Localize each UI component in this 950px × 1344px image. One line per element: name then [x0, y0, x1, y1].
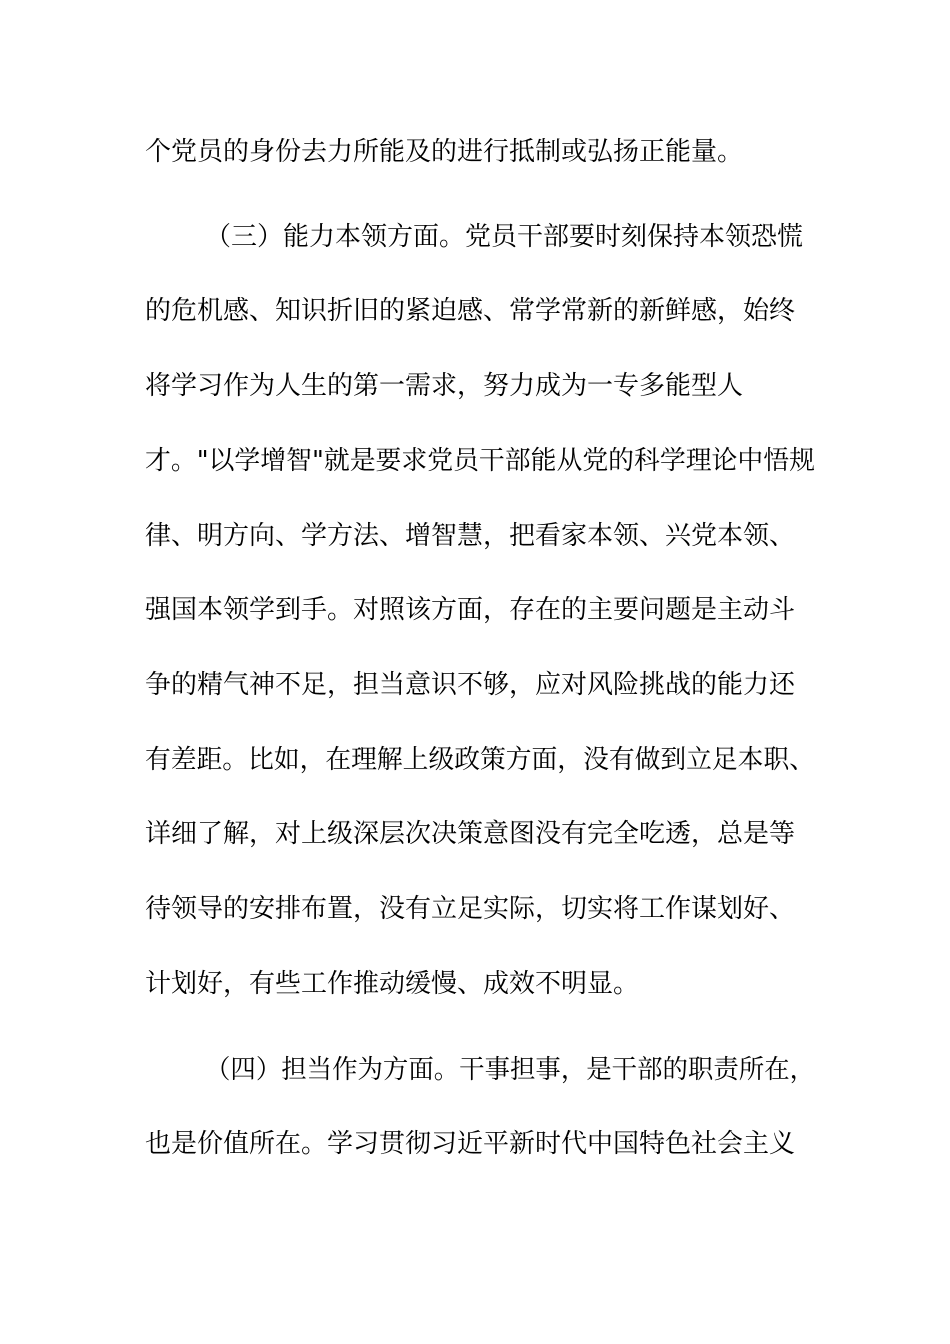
section-heading-responsibility: （四）担当作为方面。干事担事，是干部的职责所在， [205, 1055, 816, 1085]
paragraph-line-7: 强国本领学到手。对照该方面，存在的主要问题是主动斗 [145, 595, 796, 625]
paragraph-line-1: 个党员的身份去力所能及的进行抵制或弘扬正能量。 [145, 137, 744, 167]
paragraph-line-14: 也是价值所在。学习贯彻习近平新时代中国特色社会主义 [145, 1129, 796, 1159]
paragraph-line-6: 律、明方向、学方法、增智慧，把看家本领、兴党本领、 [145, 521, 796, 551]
paragraph-line-9: 有差距。比如，在理解上级政策方面，没有做到立足本职、 [145, 745, 815, 775]
paragraph-line-5: 才。"以学增智"就是要求党员干部能从党的科学理论中悟规 [145, 446, 815, 476]
paragraph-line-10: 详细了解，对上级深层次决策意图没有完全吃透，总是等 [145, 819, 796, 849]
paragraph-line-3: 的危机感、知识折旧的紧迫感、常学常新的新鲜感，始终 [145, 296, 796, 326]
paragraph-line-4: 将学习作为人生的第一需求，努力成为一专多能型人 [145, 371, 744, 401]
section-heading-ability: （三）能力本领方面。党员干部要时刻保持本领恐慌 [205, 222, 804, 252]
paragraph-line-12: 计划好，有些工作推动缓慢、成效不明显。 [145, 969, 640, 999]
paragraph-line-11: 待领导的安排布置，没有立足实际，切实将工作谋划好、 [145, 894, 796, 924]
paragraph-line-8: 争的精气神不足，担当意识不够，应对风险挑战的能力还 [145, 670, 796, 700]
